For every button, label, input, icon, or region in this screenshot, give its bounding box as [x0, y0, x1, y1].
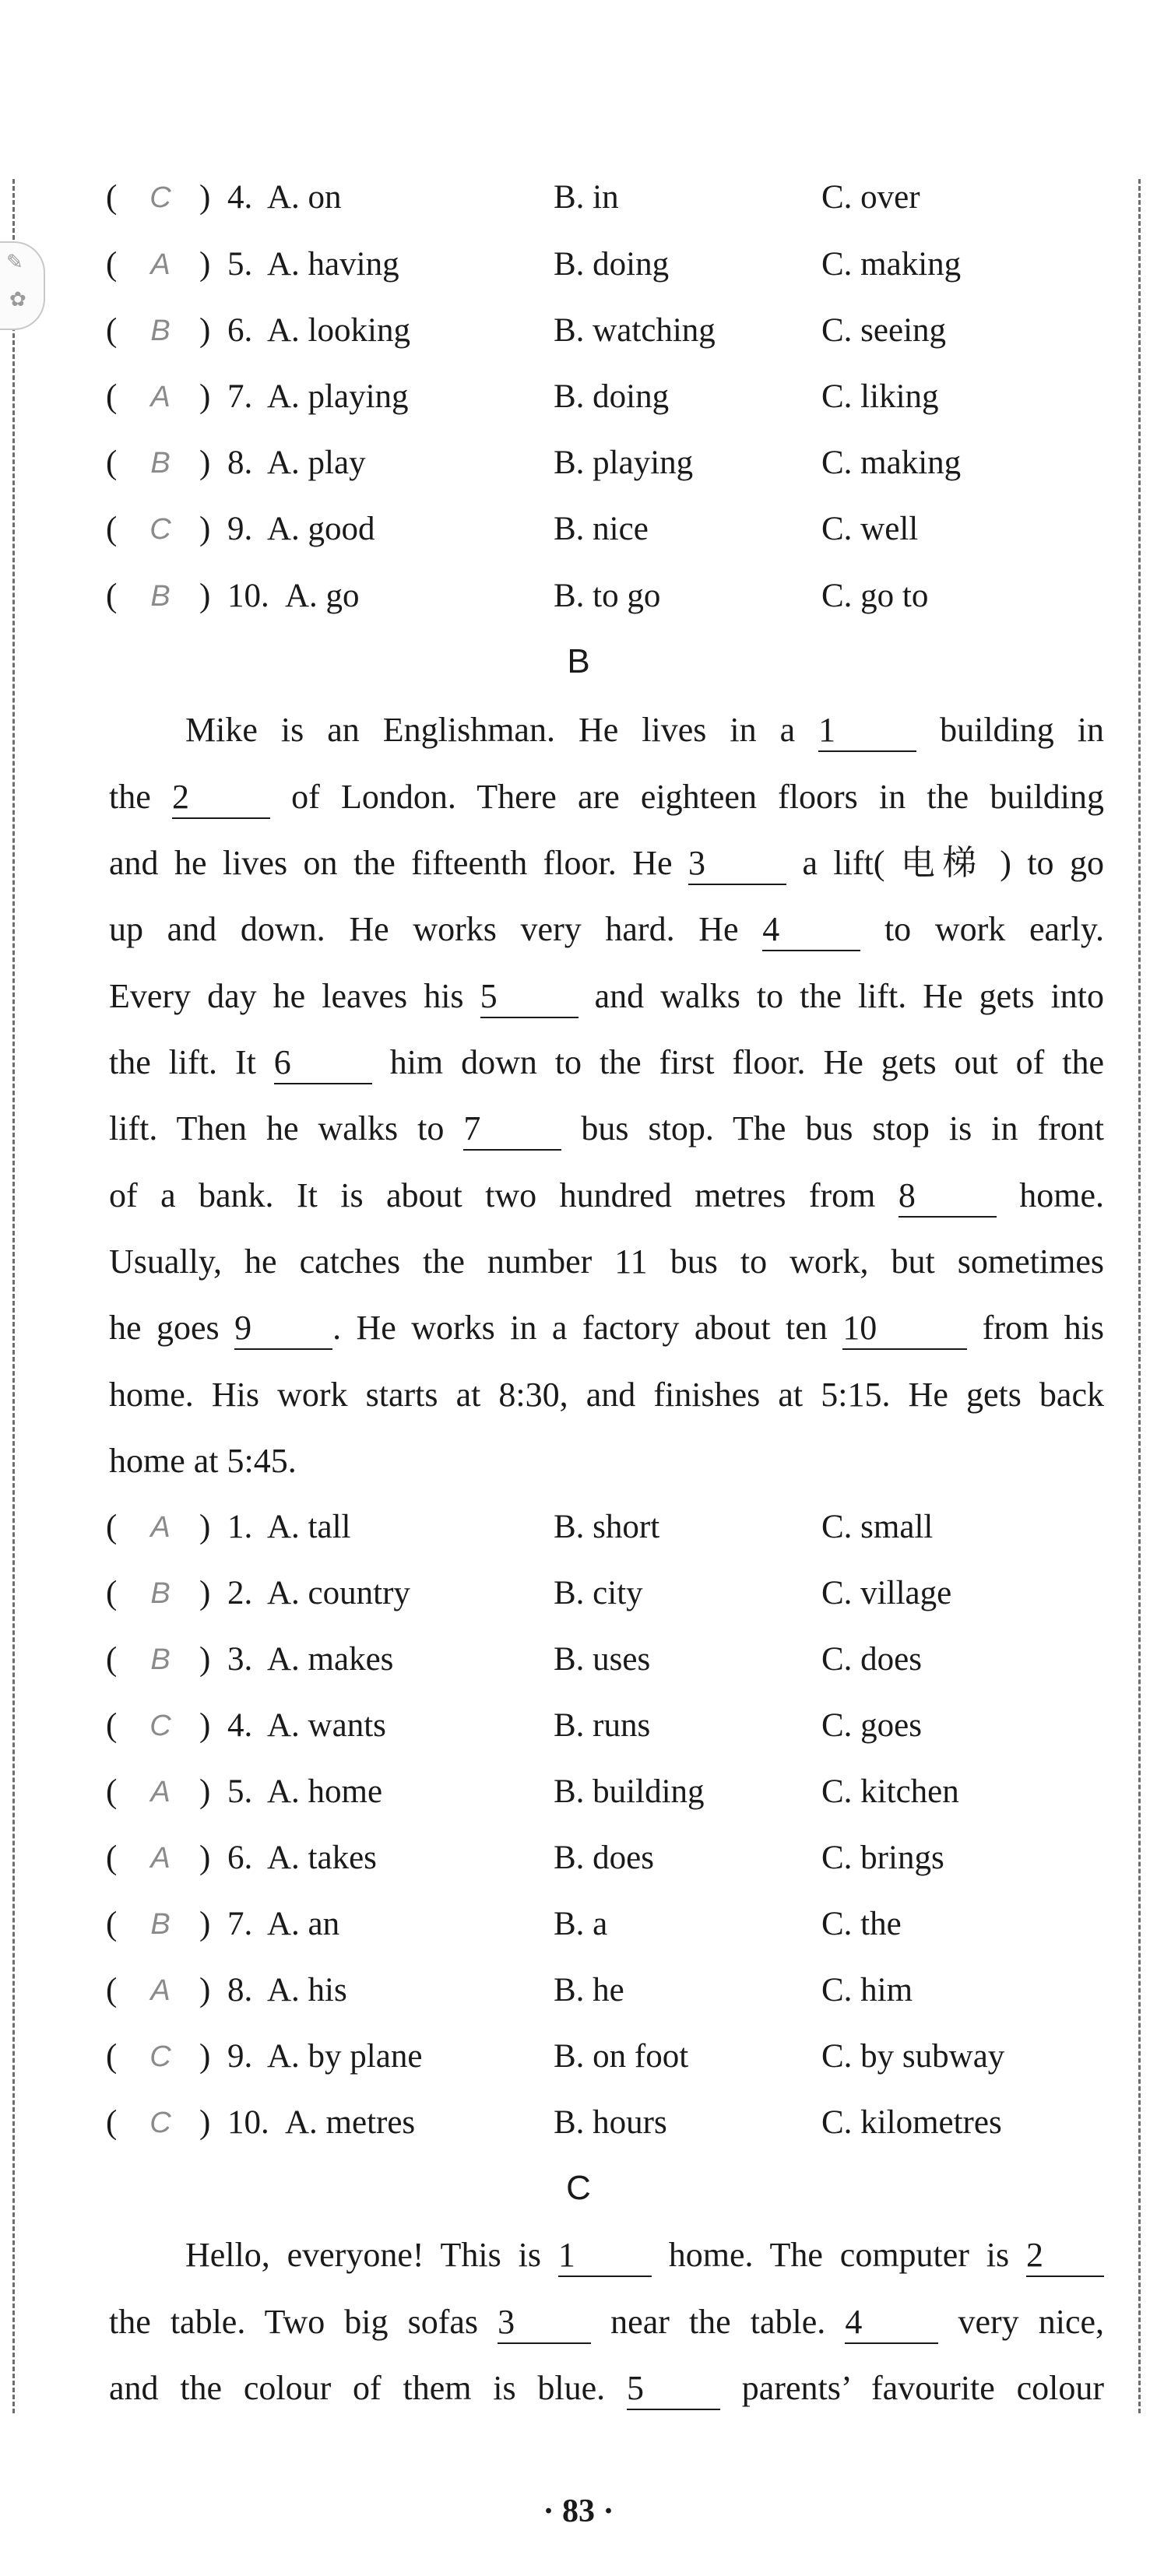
- question-number: 2.: [227, 1575, 253, 1611]
- question-number: 10.: [227, 578, 269, 614]
- option-b: B. in: [554, 179, 619, 216]
- question-row: [0, 573, 1157, 620]
- question-number: 6.: [227, 1840, 253, 1876]
- blank-1[interactable]: 1: [558, 2235, 652, 2277]
- option-a: A. an: [267, 1906, 340, 1942]
- option-a: A. play: [267, 445, 366, 481]
- answer-mark[interactable]: A: [150, 381, 171, 413]
- close-paren: ): [199, 445, 211, 481]
- option-b: B. nice: [554, 511, 649, 547]
- question-row: [0, 1570, 1157, 1617]
- answer-mark[interactable]: A: [150, 1974, 171, 2007]
- blank-5[interactable]: 5: [480, 976, 578, 1018]
- question-number: 8.: [227, 1972, 253, 2008]
- close-paren: ): [199, 2038, 211, 2075]
- school-seal-stamp: ✎ ✿: [0, 241, 45, 330]
- passage-line: up and down. He works very hard. He 4 to work early.: [109, 906, 1104, 953]
- option-b: B. to go: [554, 578, 661, 614]
- question-row: [0, 440, 1157, 487]
- open-paren: (: [106, 1773, 118, 1810]
- question-number: 4.: [227, 1707, 253, 1744]
- passage-line: the lift. It 6 him down to the first floor. He gets out of the: [109, 1039, 1104, 1086]
- option-a: A. country: [267, 1575, 410, 1611]
- section-b-title: B: [567, 642, 590, 680]
- option-b: B. hours: [554, 2104, 667, 2141]
- question-number: 6.: [227, 312, 253, 349]
- section-c-title: C: [566, 2169, 591, 2207]
- passage-line: Mike is an Englishman. He lives in a 1 building in: [109, 707, 1104, 754]
- option-c: C. brings: [821, 1840, 944, 1876]
- question-row: [0, 506, 1157, 553]
- blank-2[interactable]: 2: [172, 777, 270, 819]
- passage-line: Hello, everyone! This is 1 home. The computer is 2: [109, 2232, 1104, 2279]
- close-paren: ): [199, 1575, 211, 1611]
- option-a: A. home: [267, 1773, 383, 1810]
- open-paren: (: [106, 1972, 118, 2008]
- blank-3[interactable]: 3: [688, 843, 786, 885]
- close-paren: ): [199, 511, 211, 547]
- blank-6[interactable]: 6: [274, 1042, 372, 1084]
- question-number: 4.: [227, 179, 253, 216]
- open-paren: (: [106, 1707, 118, 1744]
- option-c: C. over: [821, 179, 920, 216]
- answer-mark[interactable]: B: [150, 1643, 171, 1676]
- answer-mark[interactable]: B: [150, 580, 171, 613]
- close-paren: ): [199, 1972, 211, 2008]
- option-b: B. on foot: [554, 2038, 689, 2075]
- open-paren: (: [106, 179, 118, 216]
- question-row: [0, 1967, 1157, 2014]
- option-c: C. kitchen: [821, 1773, 959, 1810]
- open-paren: (: [106, 1906, 118, 1942]
- close-paren: ): [199, 1641, 211, 1678]
- answer-mark[interactable]: B: [150, 315, 171, 347]
- question-row: [0, 2100, 1157, 2146]
- page-number: · 83 ·: [543, 2493, 614, 2529]
- blank-7[interactable]: 7: [463, 1109, 561, 1151]
- answer-mark[interactable]: B: [150, 1577, 171, 1610]
- option-b: B. doing: [554, 378, 670, 415]
- question-number: 5.: [227, 1773, 253, 1810]
- option-a: A. wants: [267, 1707, 386, 1744]
- open-paren: (: [106, 312, 118, 349]
- question-row: [0, 174, 1157, 221]
- option-b: B. building: [554, 1773, 705, 1810]
- close-paren: ): [199, 246, 211, 283]
- option-b: B. short: [554, 1509, 660, 1545]
- option-a: A. good: [267, 511, 375, 547]
- passage-line: of a bank. It is about two hundred metres from 8 home.: [109, 1172, 1104, 1219]
- option-c: C. small: [821, 1509, 934, 1545]
- answer-mark[interactable]: C: [149, 181, 171, 214]
- answer-mark[interactable]: C: [149, 2040, 171, 2073]
- option-c: C. making: [821, 445, 962, 481]
- close-paren: ): [199, 1509, 211, 1545]
- close-paren: ): [199, 1707, 211, 1744]
- answer-mark[interactable]: C: [149, 1710, 171, 1742]
- blank-10[interactable]: 10: [842, 1308, 967, 1350]
- answer-mark[interactable]: C: [149, 513, 171, 546]
- close-paren: ): [199, 1906, 211, 1942]
- question-row: [0, 1769, 1157, 1815]
- option-a: A. his: [267, 1972, 347, 2008]
- option-c: C. kilometres: [821, 2104, 1002, 2141]
- question-row: [0, 241, 1157, 288]
- option-b: B. city: [554, 1575, 643, 1611]
- question-row: [0, 1835, 1157, 1882]
- blank-8[interactable]: 8: [899, 1176, 997, 1218]
- passage-line: home. His work starts at 8:30, and finishes at 5:15. He gets back: [109, 1376, 1104, 1414]
- blank-1[interactable]: 1: [818, 710, 916, 752]
- blank-2[interactable]: 2: [1026, 2235, 1104, 2277]
- question-number: 7.: [227, 378, 253, 415]
- option-c: C. seeing: [821, 312, 947, 349]
- close-paren: ): [199, 578, 211, 614]
- question-row: [0, 308, 1157, 354]
- option-b: B. he: [554, 1972, 624, 2008]
- option-c: C. goes: [821, 1707, 922, 1744]
- option-a: A. go: [285, 578, 360, 614]
- open-paren: (: [106, 445, 118, 481]
- question-row: [0, 1504, 1157, 1551]
- blank-4[interactable]: 4: [762, 909, 860, 951]
- option-b: B. uses: [554, 1641, 651, 1678]
- open-paren: (: [106, 378, 118, 415]
- question-number: 8.: [227, 445, 253, 481]
- open-paren: (: [106, 1641, 118, 1678]
- passage-line: Usually, he catches the number 11 bus to work, but sometimes: [109, 1242, 1104, 1281]
- close-paren: ): [199, 2104, 211, 2141]
- answer-mark[interactable]: B: [150, 447, 171, 480]
- option-b: B. runs: [554, 1707, 651, 1744]
- open-paren: (: [106, 511, 118, 547]
- option-b: B. doing: [554, 246, 670, 283]
- option-a: A. on: [267, 179, 342, 216]
- question-number: 7.: [227, 1906, 253, 1942]
- option-a: A. takes: [267, 1840, 377, 1876]
- option-b: B. does: [554, 1840, 654, 1876]
- question-number: 1.: [227, 1509, 253, 1545]
- question-row: [0, 1901, 1157, 1948]
- option-a: A. having: [267, 246, 399, 283]
- close-paren: ): [199, 1840, 211, 1876]
- passage-line: Every day he leaves his 5 and walks to the lift. He gets into: [109, 973, 1104, 1020]
- question-number: 5.: [227, 246, 253, 283]
- option-c: C. village: [821, 1575, 952, 1611]
- option-b: B. playing: [554, 445, 694, 481]
- option-c: C. liking: [821, 378, 939, 415]
- answer-mark[interactable]: A: [150, 248, 171, 281]
- option-c: C. go to: [821, 578, 929, 614]
- question-row: [0, 1703, 1157, 1749]
- open-paren: (: [106, 2104, 118, 2141]
- passage-line: lift. Then he walks to 7 bus stop. The bus stop is in front: [109, 1105, 1104, 1152]
- option-c: C. well: [821, 511, 919, 547]
- open-paren: (: [106, 1509, 118, 1545]
- answer-mark[interactable]: A: [150, 1842, 171, 1875]
- open-paren: (: [106, 246, 118, 283]
- option-a: A. tall: [267, 1509, 351, 1545]
- close-paren: ): [199, 312, 211, 349]
- option-a: A. by plane: [267, 2038, 423, 2075]
- blank-3[interactable]: 3: [498, 2302, 591, 2344]
- close-paren: ): [199, 1773, 211, 1810]
- answer-mark[interactable]: A: [150, 1776, 171, 1808]
- passage-line: and the colour of them is blue. 5 parents’ favourite colour: [109, 2365, 1104, 2412]
- question-number: 9.: [227, 2038, 253, 2075]
- close-paren: ): [199, 179, 211, 216]
- open-paren: (: [106, 1840, 118, 1876]
- option-c: C. does: [821, 1641, 922, 1678]
- option-a: A. looking: [267, 312, 410, 349]
- option-a: A. metres: [285, 2104, 416, 2141]
- question-row: [0, 2033, 1157, 2080]
- answer-mark[interactable]: C: [149, 2107, 171, 2139]
- question-number: 3.: [227, 1641, 253, 1678]
- blank-5[interactable]: 5: [627, 2368, 720, 2410]
- close-paren: ): [199, 378, 211, 415]
- passage-line: and he lives on the fifteenth floor. He 3 a lift( 电梯 ) to go: [109, 840, 1104, 887]
- option-b: B. a: [554, 1906, 608, 1942]
- passage-line: he goes 9 . He works in a factory about ten 10 from his: [109, 1305, 1104, 1351]
- passage-line: the 2 of London. There are eighteen floors in the building: [109, 774, 1104, 821]
- question-number: 9.: [227, 511, 253, 547]
- option-c: C. by subway: [821, 2038, 1005, 2075]
- passage-line: the table. Two big sofas 3 near the table. 4 very nice,: [109, 2299, 1104, 2346]
- option-c: C. the: [821, 1906, 902, 1942]
- question-row: [0, 374, 1157, 420]
- option-b: B. watching: [554, 312, 716, 349]
- open-paren: (: [106, 1575, 118, 1611]
- question-row: [0, 1636, 1157, 1683]
- option-a: A. makes: [267, 1641, 394, 1678]
- open-paren: (: [106, 2038, 118, 2075]
- option-c: C. him: [821, 1972, 913, 2008]
- option-c: C. making: [821, 246, 962, 283]
- blank-4[interactable]: 4: [845, 2302, 938, 2344]
- passage-line: home at 5:45.: [109, 1442, 297, 1480]
- blank-9[interactable]: 9: [234, 1308, 332, 1350]
- answer-mark[interactable]: A: [150, 1511, 171, 1544]
- option-a: A. playing: [267, 378, 409, 415]
- open-paren: (: [106, 578, 118, 614]
- answer-mark[interactable]: B: [150, 1908, 171, 1941]
- question-number: 10.: [227, 2104, 269, 2141]
